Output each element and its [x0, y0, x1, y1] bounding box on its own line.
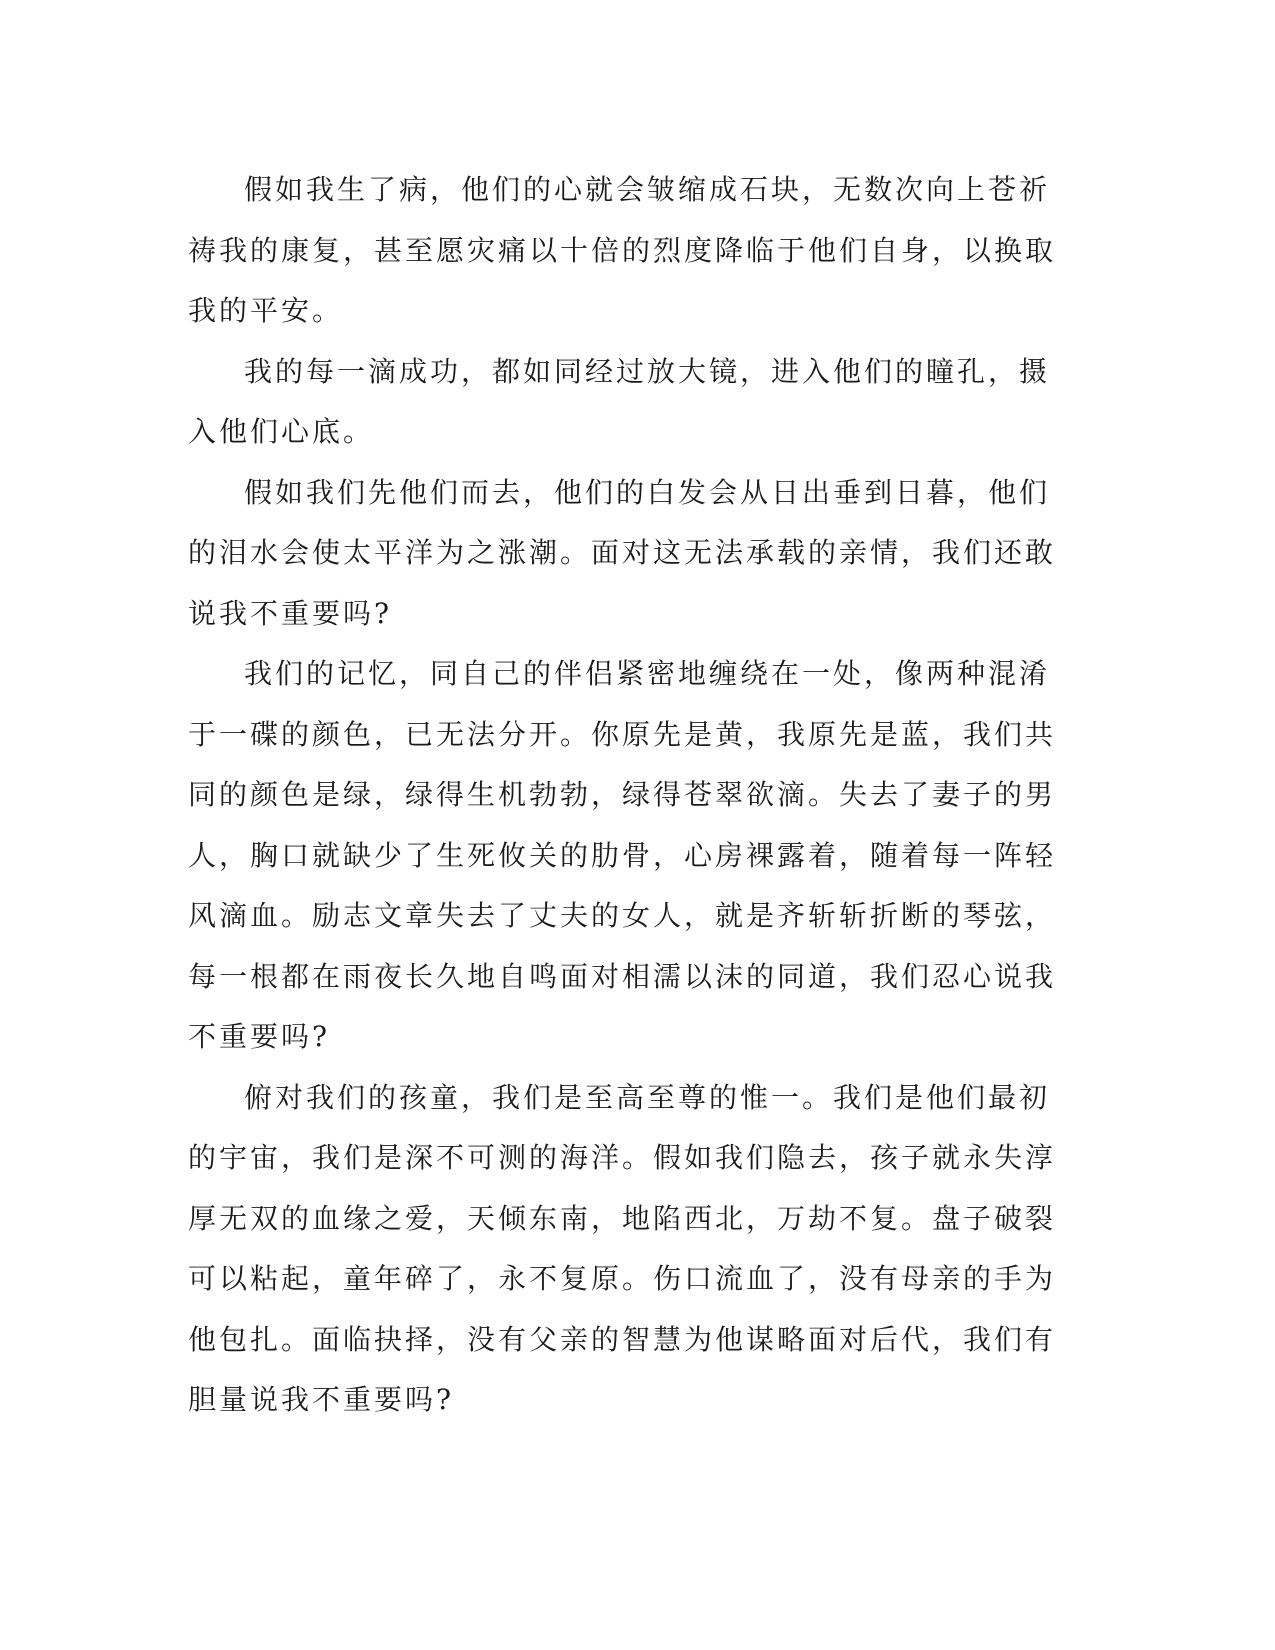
paragraph-parents: 假如我们先他们而去，他们的白发会从日出垂到日暮，他们的泪水会使太平洋为之涨潮。面对这无法承载的亲情，我们还敢说我不重要吗?	[188, 475, 1057, 630]
paragraph-illness: 假如我生了病，他们的心就会皱缩成石块，无数次向上苍祈祷我的康复，甚至愿灾痛以十倍的烈度降临于他们自身，以换取我的平安。	[188, 173, 1057, 327]
paragraph-success: 我的每一滴成功，都如同经过放大镜，进入他们的瞳孔，摄入他们心底。	[188, 354, 1051, 448]
paragraph-children: 俯对我们的孩童，我们是至高至尊的惟一。我们是他们最初的宇宙，我们是深不可测的海洋。假如我们隐去，孩子就永失淳厚无双的血缘之爱，天倾东南，地陷西北，万劫不复。盘子破裂可以粘起，童年碎了，永不复原。伤口流血了，没有母亲的手为他包扎。面临抉择，没有父亲的智慧为他谋略面对后代，我们有胆量说我不重要吗?	[188, 1080, 1057, 1416]
paragraph-partner: 我们的记忆，同自己的伴侣紧密地缠绕在一处，像两种混淆于一碟的颜色，已无法分开。你原先是黄，我原先是蓝，我们共同的颜色是绿，绿得生机勃勃，绿得苍翠欲滴。失去了妻子的男人，胸口就缺少了生死攸关的肋骨，心房裸露着，随着每一阵轻风滴血。励志文章失去了丈夫的女人，就是齐斩斩折断的琴弦，每一根都在雨夜长久地自鸣面对相濡以沫的同道，我们忍心说我不重要吗?	[188, 657, 1057, 1053]
document-body	[188, 160, 1058, 1431]
